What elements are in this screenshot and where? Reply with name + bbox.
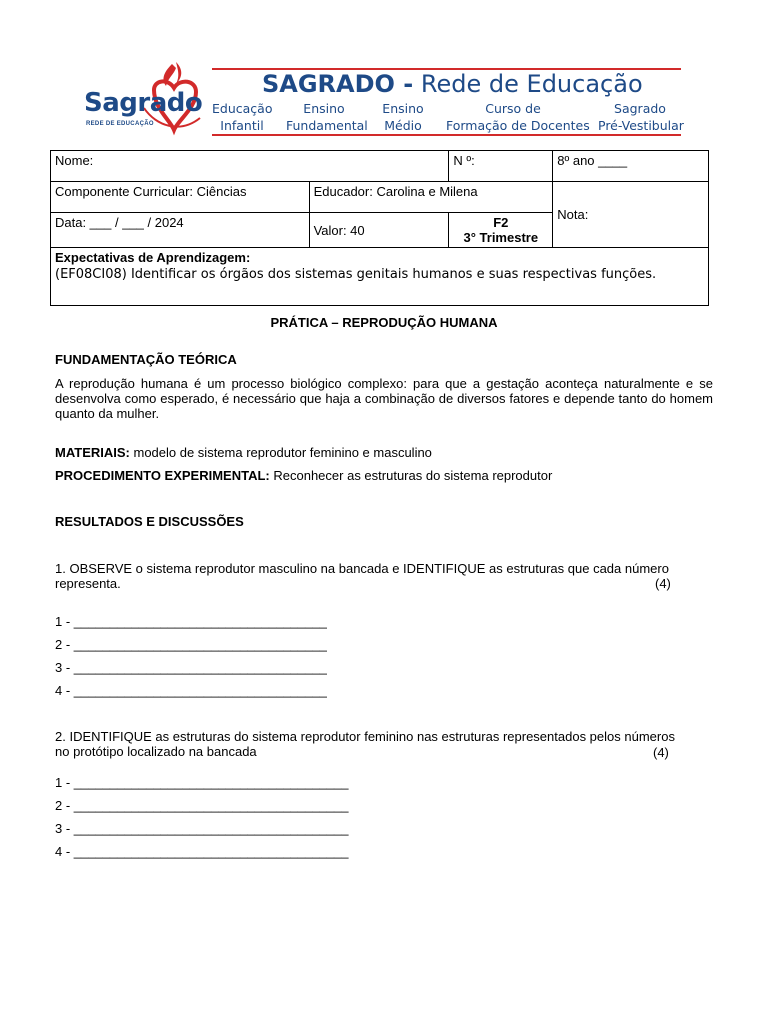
- q1-answer-2[interactable]: 2 - ___________________________________: [55, 637, 327, 652]
- procedimento-line: [55, 468, 713, 483]
- header: [0, 0, 768, 145]
- procedimento-text: Reconhecer as estruturas do sistema reprodutor: [269, 468, 553, 483]
- materiais-label: MATERIAIS:: [55, 445, 130, 460]
- q1-answer-4[interactable]: 4 - ___________________________________: [55, 683, 327, 698]
- q2-answer-4[interactable]: 4 - ______________________________________: [55, 844, 349, 859]
- componente-field: Componente Curricular: Ciências: [51, 182, 310, 213]
- logo-text: Sagrado: [84, 88, 203, 118]
- level-ensino-medio: [378, 100, 428, 134]
- procedimento-label: PROCEDIMENTO EXPERIMENTAL:: [55, 468, 270, 483]
- level-line: Ensino: [303, 101, 345, 116]
- q1-answer-3[interactable]: 3 - ___________________________________: [55, 660, 327, 675]
- expectativas-text: (EF08CI08) Identificar os órgãos dos sistemas genitais humanos e suas respectivas funções.: [55, 267, 657, 282]
- level-line: Pré-Vestibular: [598, 118, 684, 133]
- level-formacao-docentes: [446, 100, 590, 134]
- brand-title-rest: Rede de Educação: [420, 70, 643, 98]
- f2-label: F2: [493, 215, 509, 230]
- level-line: Fundamental: [286, 118, 368, 133]
- brand-divider-bottom: [212, 134, 681, 136]
- level-line: Curso de: [485, 101, 541, 116]
- valor-field: Valor: 40: [309, 213, 449, 248]
- educador-field: Educador: Carolina e Milena: [309, 182, 553, 213]
- level-pre-vestibular: [598, 100, 682, 134]
- expectativas-cell: [51, 248, 709, 306]
- materiais-text: modelo de sistema reprodutor feminino e masculino: [129, 445, 432, 460]
- numero-label: N º:: [453, 153, 475, 168]
- q2-answer-3[interactable]: 3 - ______________________________________: [55, 821, 349, 836]
- resultados-title: RESULTADOS E DISCUSSÕES: [55, 514, 244, 529]
- level-line: Formação de Docentes: [446, 118, 590, 133]
- trimestre-label: 3° Trimestre: [463, 230, 539, 245]
- question-1-score: (4): [655, 576, 671, 591]
- question-2-score: (4): [653, 745, 669, 760]
- q1-answer-1[interactable]: 1 - ___________________________________: [55, 614, 327, 629]
- data-field[interactable]: Data: ___ / ___ / 2024: [51, 213, 310, 248]
- q2-answer-2[interactable]: 2 - ______________________________________: [55, 798, 349, 813]
- nota-field[interactable]: Nota:: [553, 182, 709, 248]
- level-line: Educação: [212, 101, 273, 116]
- level-line: Infantil: [220, 118, 264, 133]
- numero-field[interactable]: [449, 151, 553, 182]
- materiais-line: [55, 445, 713, 460]
- level-ensino-fundamental: [286, 100, 368, 134]
- student-info-table: [50, 150, 709, 306]
- nome-field[interactable]: Nome:: [51, 151, 449, 182]
- logo-subtext: REDE DE EDUCAÇÃO: [86, 121, 154, 127]
- question-2: 2. IDENTIFIQUE as estruturas do sistema reprodutor feminino nas estruturas representados pelos números no protótipo localizado na bancada: [55, 729, 675, 759]
- expectativas-title: Expectativas de Aprendizagem:: [55, 250, 251, 265]
- trimestre-cell: [449, 213, 553, 248]
- page-title: PRÁTICA – REPRODUÇÃO HUMANA: [270, 315, 498, 330]
- fundamentacao-title: FUNDAMENTAÇÃO TEÓRICA: [55, 352, 237, 367]
- question-1: 1. OBSERVE o sistema reprodutor masculino na bancada e IDENTIFIQUE as estruturas que cada número representa.: [55, 561, 669, 591]
- level-line: Sagrado: [614, 101, 666, 116]
- level-line: Ensino: [382, 101, 424, 116]
- level-educacao-infantil: [212, 100, 272, 134]
- fundamentacao-text: A reprodução humana é um processo biológico complexo: para que a gestação aconteça naturalmente e se desenvolva como esperado, é necessário que haja a combinação de diversos fatores e depende tanto do homem quanto da mulher.: [55, 376, 713, 421]
- brand-title-strong: SAGRADO -: [262, 70, 414, 98]
- sagrado-logo: [80, 58, 210, 138]
- level-line: Médio: [384, 118, 422, 133]
- ano-field[interactable]: 8º ano ____: [553, 151, 709, 182]
- brand-title: [262, 70, 643, 98]
- q2-answer-1[interactable]: 1 - ______________________________________: [55, 775, 349, 790]
